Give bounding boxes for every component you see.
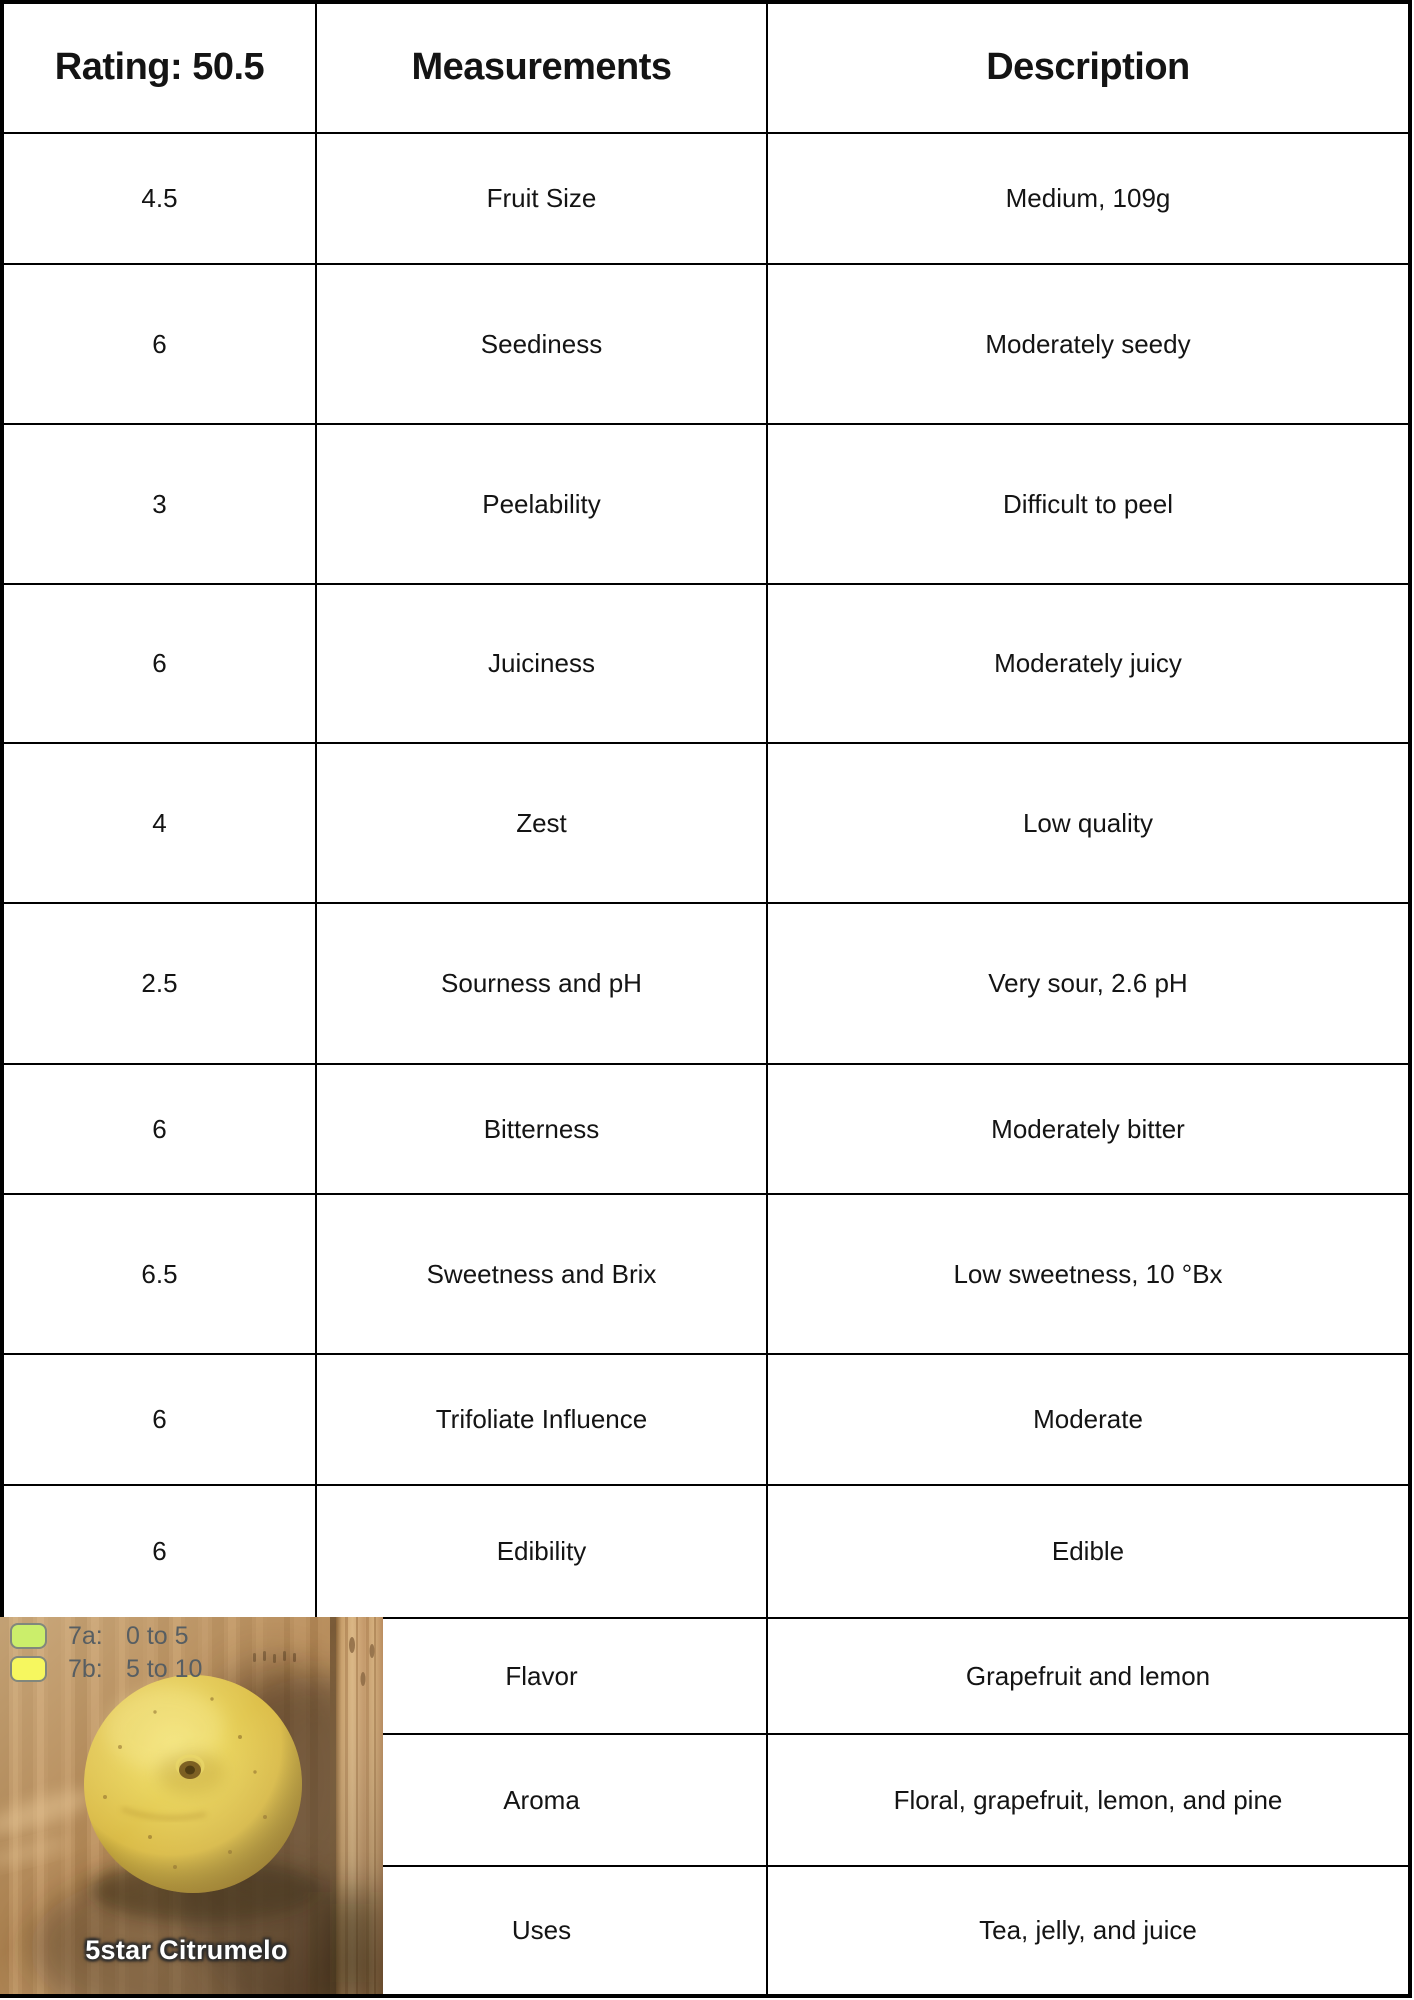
- description-trifoliate: Moderate: [766, 1353, 1408, 1484]
- measurement-fruit-size: Fruit Size: [315, 132, 766, 263]
- description-sourness: Very sour, 2.6 pH: [766, 902, 1408, 1063]
- legend-row-7b: [10, 1656, 202, 1682]
- rating-bitterness: 6: [4, 1063, 315, 1193]
- measurement-sourness: Sourness and pH: [315, 902, 766, 1063]
- measurement-juiciness: Juiciness: [315, 583, 766, 742]
- description-aroma: Floral, grapefruit, lemon, and pine: [766, 1733, 1408, 1865]
- description-bitterness: Moderately bitter: [766, 1063, 1408, 1193]
- rating-juiciness: 6: [4, 583, 315, 742]
- rating-fruit-size: 4.5: [4, 132, 315, 263]
- rating-seediness: 6: [4, 263, 315, 423]
- measurement-trifoliate: Trifoliate Influence: [315, 1353, 766, 1484]
- description-juiciness: Moderately juicy: [766, 583, 1408, 742]
- photo-caption: 5star Citrumelo: [85, 1935, 288, 1965]
- description-seediness: Moderately seedy: [766, 263, 1408, 423]
- hardiness-zone-legend: [10, 1623, 202, 1689]
- measurement-bitterness: Bitterness: [315, 1063, 766, 1193]
- zone-7b-label: 7b:: [68, 1654, 103, 1683]
- rating-trifoliate: 6: [4, 1353, 315, 1484]
- header-measurements: Measurements: [315, 4, 766, 132]
- zone-7a-swatch: [10, 1623, 47, 1649]
- header-rating: Rating: 50.5: [54, 46, 265, 89]
- measurement-aroma: Aroma: [315, 1733, 766, 1865]
- measurement-edibility: Edibility: [315, 1484, 766, 1617]
- zone-7a-label: 7a:: [68, 1621, 103, 1650]
- rating-sourness: 2.5: [4, 902, 315, 1063]
- rating-zest: 4: [4, 742, 315, 902]
- description-zest: Low quality: [766, 742, 1408, 902]
- measurement-seediness: Seediness: [315, 263, 766, 423]
- measurement-flavor: Flavor: [315, 1617, 766, 1733]
- zone-7b-swatch: [10, 1656, 47, 1682]
- description-edibility: Edible: [766, 1484, 1408, 1617]
- measurement-uses: Uses: [315, 1865, 766, 1994]
- measurement-sweetness: Sweetness and Brix: [315, 1193, 766, 1353]
- legend-row-7a: [10, 1623, 202, 1649]
- measurement-zest: Zest: [315, 742, 766, 902]
- description-flavor: Grapefruit and lemon: [766, 1617, 1408, 1733]
- zone-7b-range: 5 to 10: [126, 1654, 203, 1683]
- rating-edibility: 6: [4, 1484, 315, 1617]
- description-uses: Tea, jelly, and juice: [766, 1865, 1408, 1994]
- description-sweetness: Low sweetness, 10 °Bx: [766, 1193, 1408, 1353]
- rating-peelability: 3: [4, 423, 315, 583]
- rating-sweetness: 6.5: [4, 1193, 315, 1353]
- description-fruit-size: Medium, 109g: [766, 132, 1408, 263]
- measurement-peelability: Peelability: [315, 423, 766, 583]
- description-peelability: Difficult to peel: [766, 423, 1408, 583]
- header-description: Description: [766, 4, 1408, 132]
- zone-7a-range: 0 to 5: [126, 1621, 189, 1650]
- fruit-photo: [0, 1617, 383, 1994]
